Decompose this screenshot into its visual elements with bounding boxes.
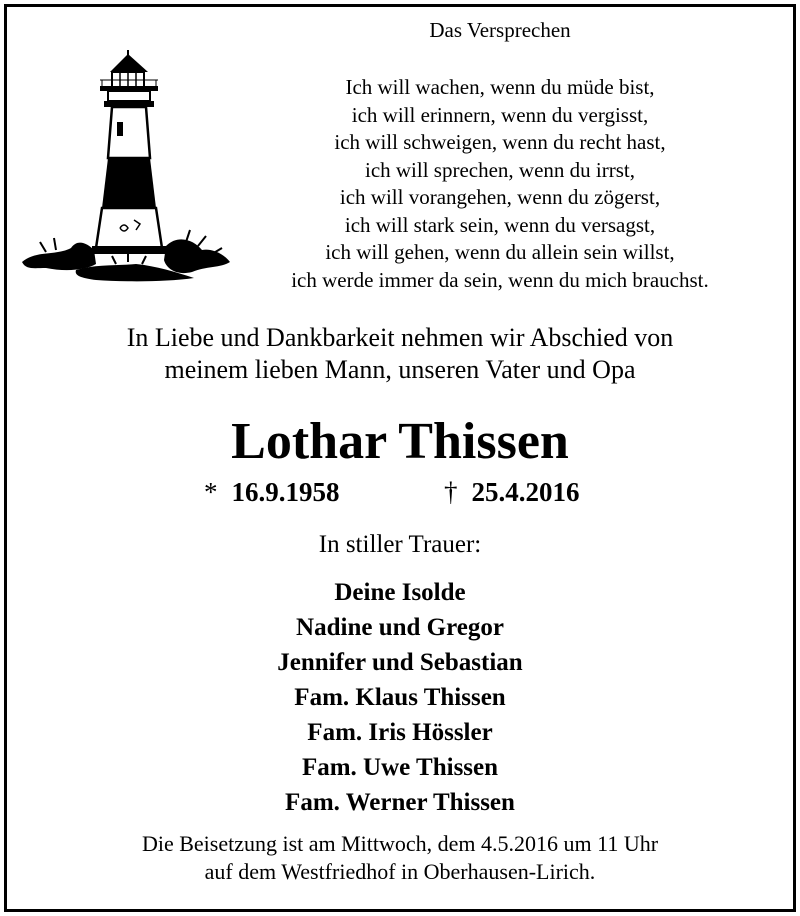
birth-star-icon: * [204,477,218,507]
poem-title: Das Versprechen [429,18,571,42]
funeral-line: Die Beisetzung ist am Mittwoch, dem 4.5.2016 um 11 Uhr [141,831,659,856]
intro-line: In Liebe und Dankbarkeit nehmen wir Abschied von [126,323,674,352]
farewell-intro [0,322,800,386]
death-date: 25.4.2016 [471,477,580,507]
mourner-name: Nadine und Gregor [296,614,504,641]
poem-line: ich will vorangehen, wenn du zögerst, [339,185,661,209]
mourner-name: Fam. Uwe Thissen [301,754,499,781]
mourner-name: Deine Isolde [334,579,466,606]
mourners-list [0,575,800,820]
mourner-name: Fam. Klaus Thissen [294,684,506,711]
mourning-label: In stiller Trauer: [318,531,482,558]
poem-line: ich will schweigen, wenn du recht hast, [334,130,666,154]
poem-line: ich will gehen, wenn du allein sein willst, [325,240,675,264]
poem [240,74,760,294]
mourner-name: Fam. Iris Hössler [307,719,493,746]
poem-line: ich will sprechen, wenn du irrst, [364,157,636,182]
birth-date: 16.9.1958 [231,477,340,507]
lighthouse-icon [16,50,241,290]
mourner-name: Fam. Werner Thissen [285,789,515,816]
poem-line: Ich will wachen, wenn du müde bist, [345,75,655,99]
poem-line: ich werde immer da sein, wenn du mich brauchst. [291,267,709,292]
cross-icon: † [444,477,458,507]
funeral-line: auf dem Westfriedhof in Oberhausen-Lirich. [204,859,596,884]
poem-line: ich will erinnern, wenn du vergisst, [351,102,649,127]
poem-line: ich will stark sein, wenn du versagst, [344,212,656,237]
birth-date-group [204,477,340,508]
intro-line: meinem lieben Mann, unseren Vater und Opa [164,355,636,384]
death-date-group [444,477,580,508]
funeral-notice [0,830,800,886]
mourner-name: Jennifer und Sebastian [277,649,523,676]
deceased-name: Lothar Thissen [231,413,569,470]
